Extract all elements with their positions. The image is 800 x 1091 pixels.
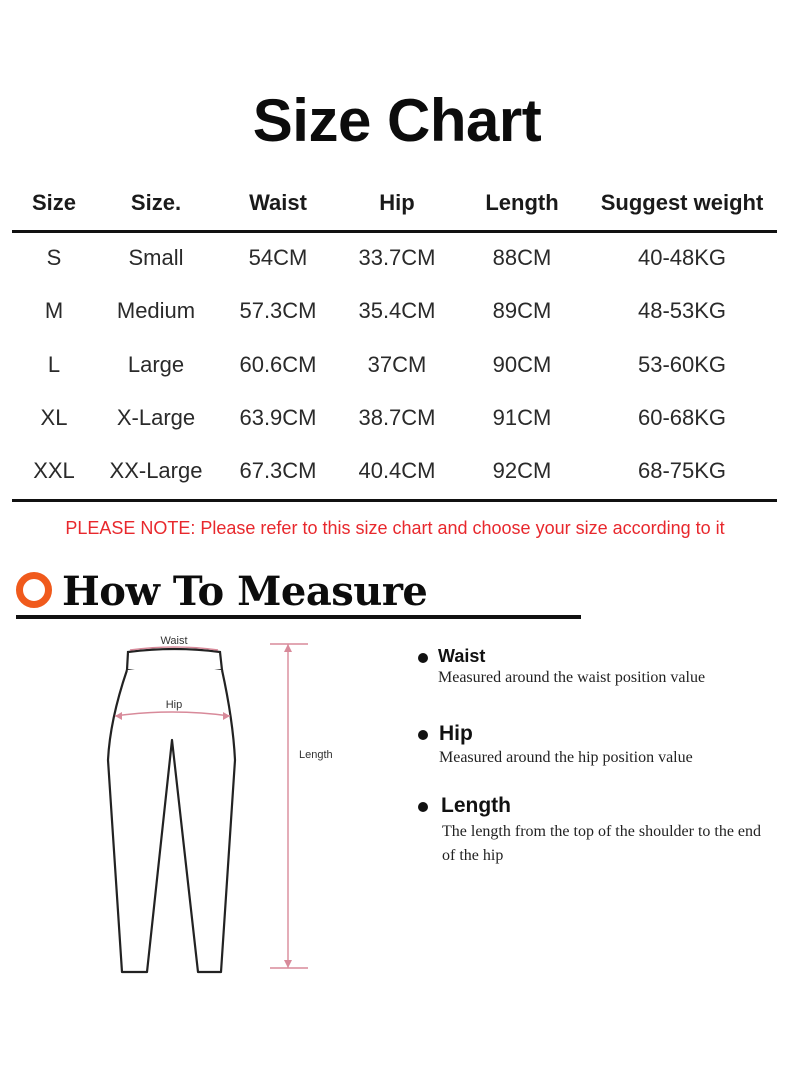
measure-item-desc: Measured around the waist position value bbox=[438, 669, 706, 686]
header-waist: Waist bbox=[249, 190, 307, 215]
header-underline bbox=[16, 615, 581, 619]
cell-hip: 37CM bbox=[367, 352, 427, 377]
cell-weight: 40-48KG bbox=[637, 245, 727, 270]
size-chart-title: Size Chart bbox=[252, 87, 542, 154]
cell-size-name: Medium bbox=[116, 298, 196, 323]
size-note: PLEASE NOTE: Please refer to this size chart and choose your size according to it bbox=[65, 518, 725, 538]
cell-length: 90CM bbox=[492, 352, 552, 377]
cell-size: L bbox=[47, 352, 61, 377]
cell-weight: 68-75KG bbox=[637, 458, 727, 483]
cell-length: 91CM bbox=[492, 405, 552, 430]
hip-label: Hip bbox=[165, 699, 183, 711]
cell-size-name: Large bbox=[127, 352, 185, 377]
table-header bbox=[12, 182, 777, 233]
cell-hip: 40.4CM bbox=[358, 458, 436, 483]
leggings-shape bbox=[108, 670, 235, 972]
cell-length: 88CM bbox=[492, 245, 552, 270]
table-row bbox=[12, 340, 777, 393]
cell-size: S bbox=[46, 245, 62, 270]
measure-item-desc: Measured around the hip position value bbox=[439, 749, 693, 766]
header-size: Size bbox=[31, 190, 77, 215]
how-to-measure-title: How To Measure bbox=[62, 568, 428, 615]
table-row bbox=[12, 446, 777, 499]
waist-label: Waist bbox=[160, 635, 188, 647]
circle-icon bbox=[16, 572, 52, 608]
size-table bbox=[12, 182, 777, 502]
cell-waist: 60.6CM bbox=[239, 352, 317, 377]
table-body bbox=[12, 233, 777, 502]
length-label: Length bbox=[299, 749, 333, 761]
table-row bbox=[12, 233, 777, 286]
length-arrow-bottom bbox=[284, 960, 292, 968]
cell-size-name: Small bbox=[128, 245, 184, 270]
measure-item-name: Hip bbox=[439, 722, 473, 745]
cell-weight: 48-53KG bbox=[637, 298, 727, 323]
length-arrow-top bbox=[284, 644, 292, 652]
measure-item-name: Waist bbox=[438, 646, 486, 666]
measure-item-name: Length bbox=[441, 794, 511, 817]
cell-length: 89CM bbox=[492, 298, 552, 323]
how-to-measure-header bbox=[16, 564, 586, 624]
header-size-name: Size. bbox=[130, 190, 182, 215]
table-row bbox=[12, 393, 777, 446]
leggings-measure-diagram bbox=[100, 630, 360, 980]
cell-waist: 63.9CM bbox=[239, 405, 317, 430]
bullet-icon bbox=[418, 653, 428, 663]
cell-hip: 35.4CM bbox=[358, 298, 436, 323]
cell-size: XL bbox=[40, 405, 68, 430]
cell-length: 92CM bbox=[492, 458, 552, 483]
cell-hip: 33.7CM bbox=[358, 245, 436, 270]
bullet-icon bbox=[418, 802, 428, 812]
leggings-outline-svg bbox=[100, 630, 360, 980]
cell-hip: 38.7CM bbox=[358, 405, 436, 430]
header-suggest-weight: Suggest weight bbox=[600, 190, 764, 215]
cell-size-name: XX-Large bbox=[109, 458, 203, 483]
cell-size: M bbox=[44, 298, 64, 323]
cell-waist: 54CM bbox=[248, 245, 308, 270]
header-hip: Hip bbox=[379, 190, 415, 215]
cell-weight: 53-60KG bbox=[637, 352, 727, 377]
cell-size-name: X-Large bbox=[116, 405, 196, 430]
cell-size: XXL bbox=[33, 458, 75, 483]
bullet-icon bbox=[418, 730, 428, 740]
cell-waist: 67.3CM bbox=[239, 458, 317, 483]
table-row bbox=[12, 286, 777, 339]
header-length: Length bbox=[485, 190, 559, 215]
cell-weight: 60-68KG bbox=[637, 405, 727, 430]
measure-item-desc: The length from the top of the shoulder to the end of the hip bbox=[442, 823, 762, 864]
cell-waist: 57.3CM bbox=[239, 298, 317, 323]
